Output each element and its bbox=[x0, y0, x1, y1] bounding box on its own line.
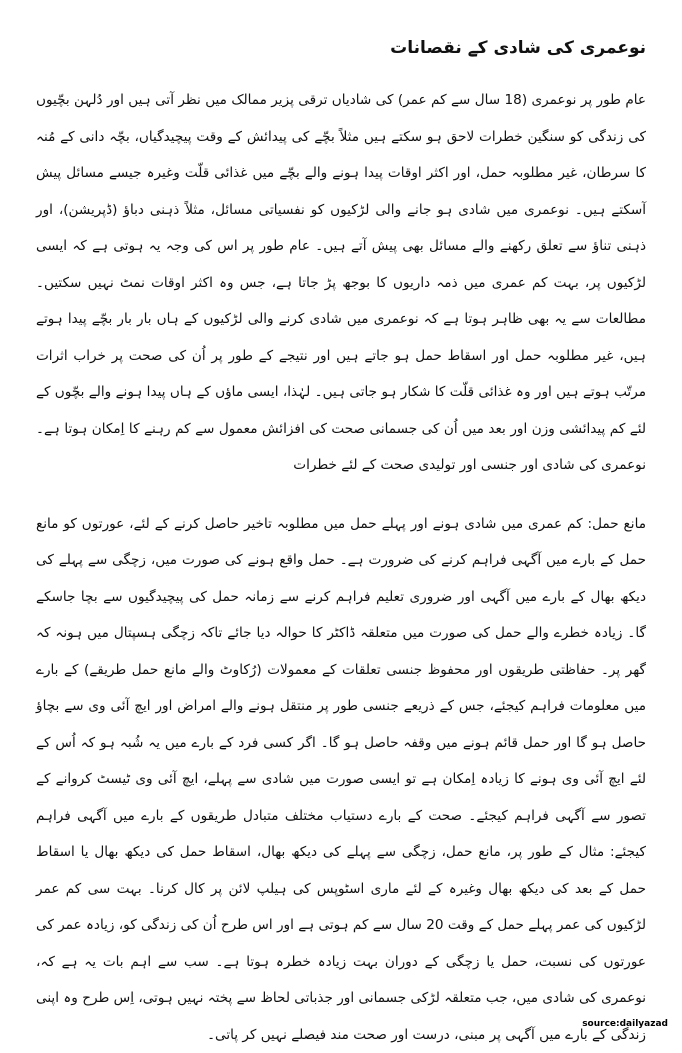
article-paragraph-intro: عام طور پر نوعمری (18 سال سے کم عمر) کی شادیاں ترقی پزیر ممالک میں نظر آتی ہیں اور دُلہن بچّیوں کی زندگی کو سنگین خطرات لاحق ہو سکتے ہیں مثلاً بچّے کی پیدائش کے وقت پیچیدگیاں، بچّہ دانی کے مُنہ کا سرطان، غیر مطلوبہ حمل، اور اکثر اوقات پیدا ہونے والے بچّے میں غذائی قلّت وغیرہ جیسے مسائل پیش آسکتے ہیں۔ نوعمری میں شادی ہو جانے والی لڑکیوں کو نفسیاتی مسائل، مثلاً ذہنی دباؤ (ڈپریشن)، اور ذہنی تناؤ سے تعلق رکھنے والے مسائل بھی پیش آتے ہیں۔ عام طور پر اس کی وجہ یہ ہوتی ہے کہ ایسی لڑکیوں پر، بہت کم عمری میں ذمہ داریوں کا بوجھ پڑ جاتا ہے، جس وہ اکثر اوقات نمٹ نہیں سکتیں۔ مطالعات سے یہ بھی ظاہر ہوتا ہے کہ نوعمری میں شادی کرنے والی لڑکیوں کے ہاں بار بار بچّے پیدا ہوتے ہیں، غیر مطلوبہ حمل اور اسقاط حمل ہو جاتے ہیں اور نتیجے کے طور پر اُن کی صحت پر خراب اثرات مرتّب ہوتے ہیں اور وہ غذائی قلّت کا شکار ہو جاتی ہیں۔ لہٰذا، ایسی ماؤں کے ہاں پیدا ہونے والے بچّوں کے لئے کم پیدائشی وزن اور بعد میں اُن کی جسمانی صحت کی افزائش معمول سے کم رہنے کا اِمکان ہوتا ہے۔ نوعمری کی شادی اور جنسی اور تولیدی صحت کے لئے خطرات bbox=[36, 82, 646, 484]
source-credit: source:dailyazad bbox=[582, 1019, 668, 1029]
paragraph-spacer bbox=[36, 484, 646, 506]
article-title: نوعمری کی شادی کے نقصانات bbox=[36, 34, 646, 62]
article-paragraph-contraception: مانع حمل: کم عمری میں شادی ہونے اور پہلے حمل میں مطلوبہ تاخیر حاصل کرنے کے لئے، عورتوں کو مانع حمل کے بارے میں آگہی فراہم کرنے کی ضرورت ہے۔ حمل واقع ہونے کی صورت میں، زچگی سے پہلے کی دیکھ بھال کے بارے میں آگہی اور ضروری تعلیم فراہم کرنے سے زمانہ حمل کی پیچیدگیوں سے بچا جاسکے گا۔ زیادہ خطرے والے حمل کی صورت میں متعلقہ ڈاکٹر کا حوالہ دیا جائے تاکہ زچگی ہسپتال میں ہونہ کہ گھر پر۔ حفاظتی طریقوں اور محفوظ جنسی تعلقات کے معمولات (رُکاوٹ والے مانع حمل طریقے) کے بارے میں معلومات فراہم کیجئے، جس کے ذریعے جنسی طور پر منتقل ہونے والے امراض اور ایچ آئی وی سے بچاؤ حاصل ہو گا اور حمل قائم ہونے میں وقفہ حاصل ہو گا۔ اگر کسی فرد کے بارے میں یہ شُبہ ہو کہ اُس کے لئے ایچ آئی وی ہونے کا زیادہ اِمکان ہے تو ایسی صورت میں شادی سے پہلے، ایچ آئی وی ٹیسٹ کروانے کے تصور سے آگہی فراہم کیجئے۔ صحت کے بارے دستیاب مختلف متبادل طریقوں کے بارے میں آگہی فراہم کیجئے: مثال کے طور پر، مانع حمل، زچگی سے پہلے کی دیکھ بھال، اسقاط حمل کی دیکھ بھال یا اسقاط حمل کے بعد کی دیکھ بھال وغیرہ کے لئے ماری اسٹوپس کی ہیلپ لائن پر کال کرنا۔ بہت سی کم عمر لڑکیوں کی عمر پہلے حمل کے وقت 20 سال سے کم ہوتی ہے اور اس طرح اُن کی زندگی کو، زیادہ عمر کی عورتوں کی نسبت، حمل یا زچگی کے دوران بہت زیادہ خطرہ ہوتا ہے۔ سب سے اہم بات یہ ہے کہ، نوعمری کی شادی میں، جب متعلقہ لڑکی جسمانی اور جذباتی لحاظ سے پختہ نہیں ہوتی، اِس طرح وہ اپنی زندگی کے بارے میں آگہی پر مبنی، درست اور صحت مند فیصلے نہیں کر پاتی۔ bbox=[36, 506, 646, 1053]
